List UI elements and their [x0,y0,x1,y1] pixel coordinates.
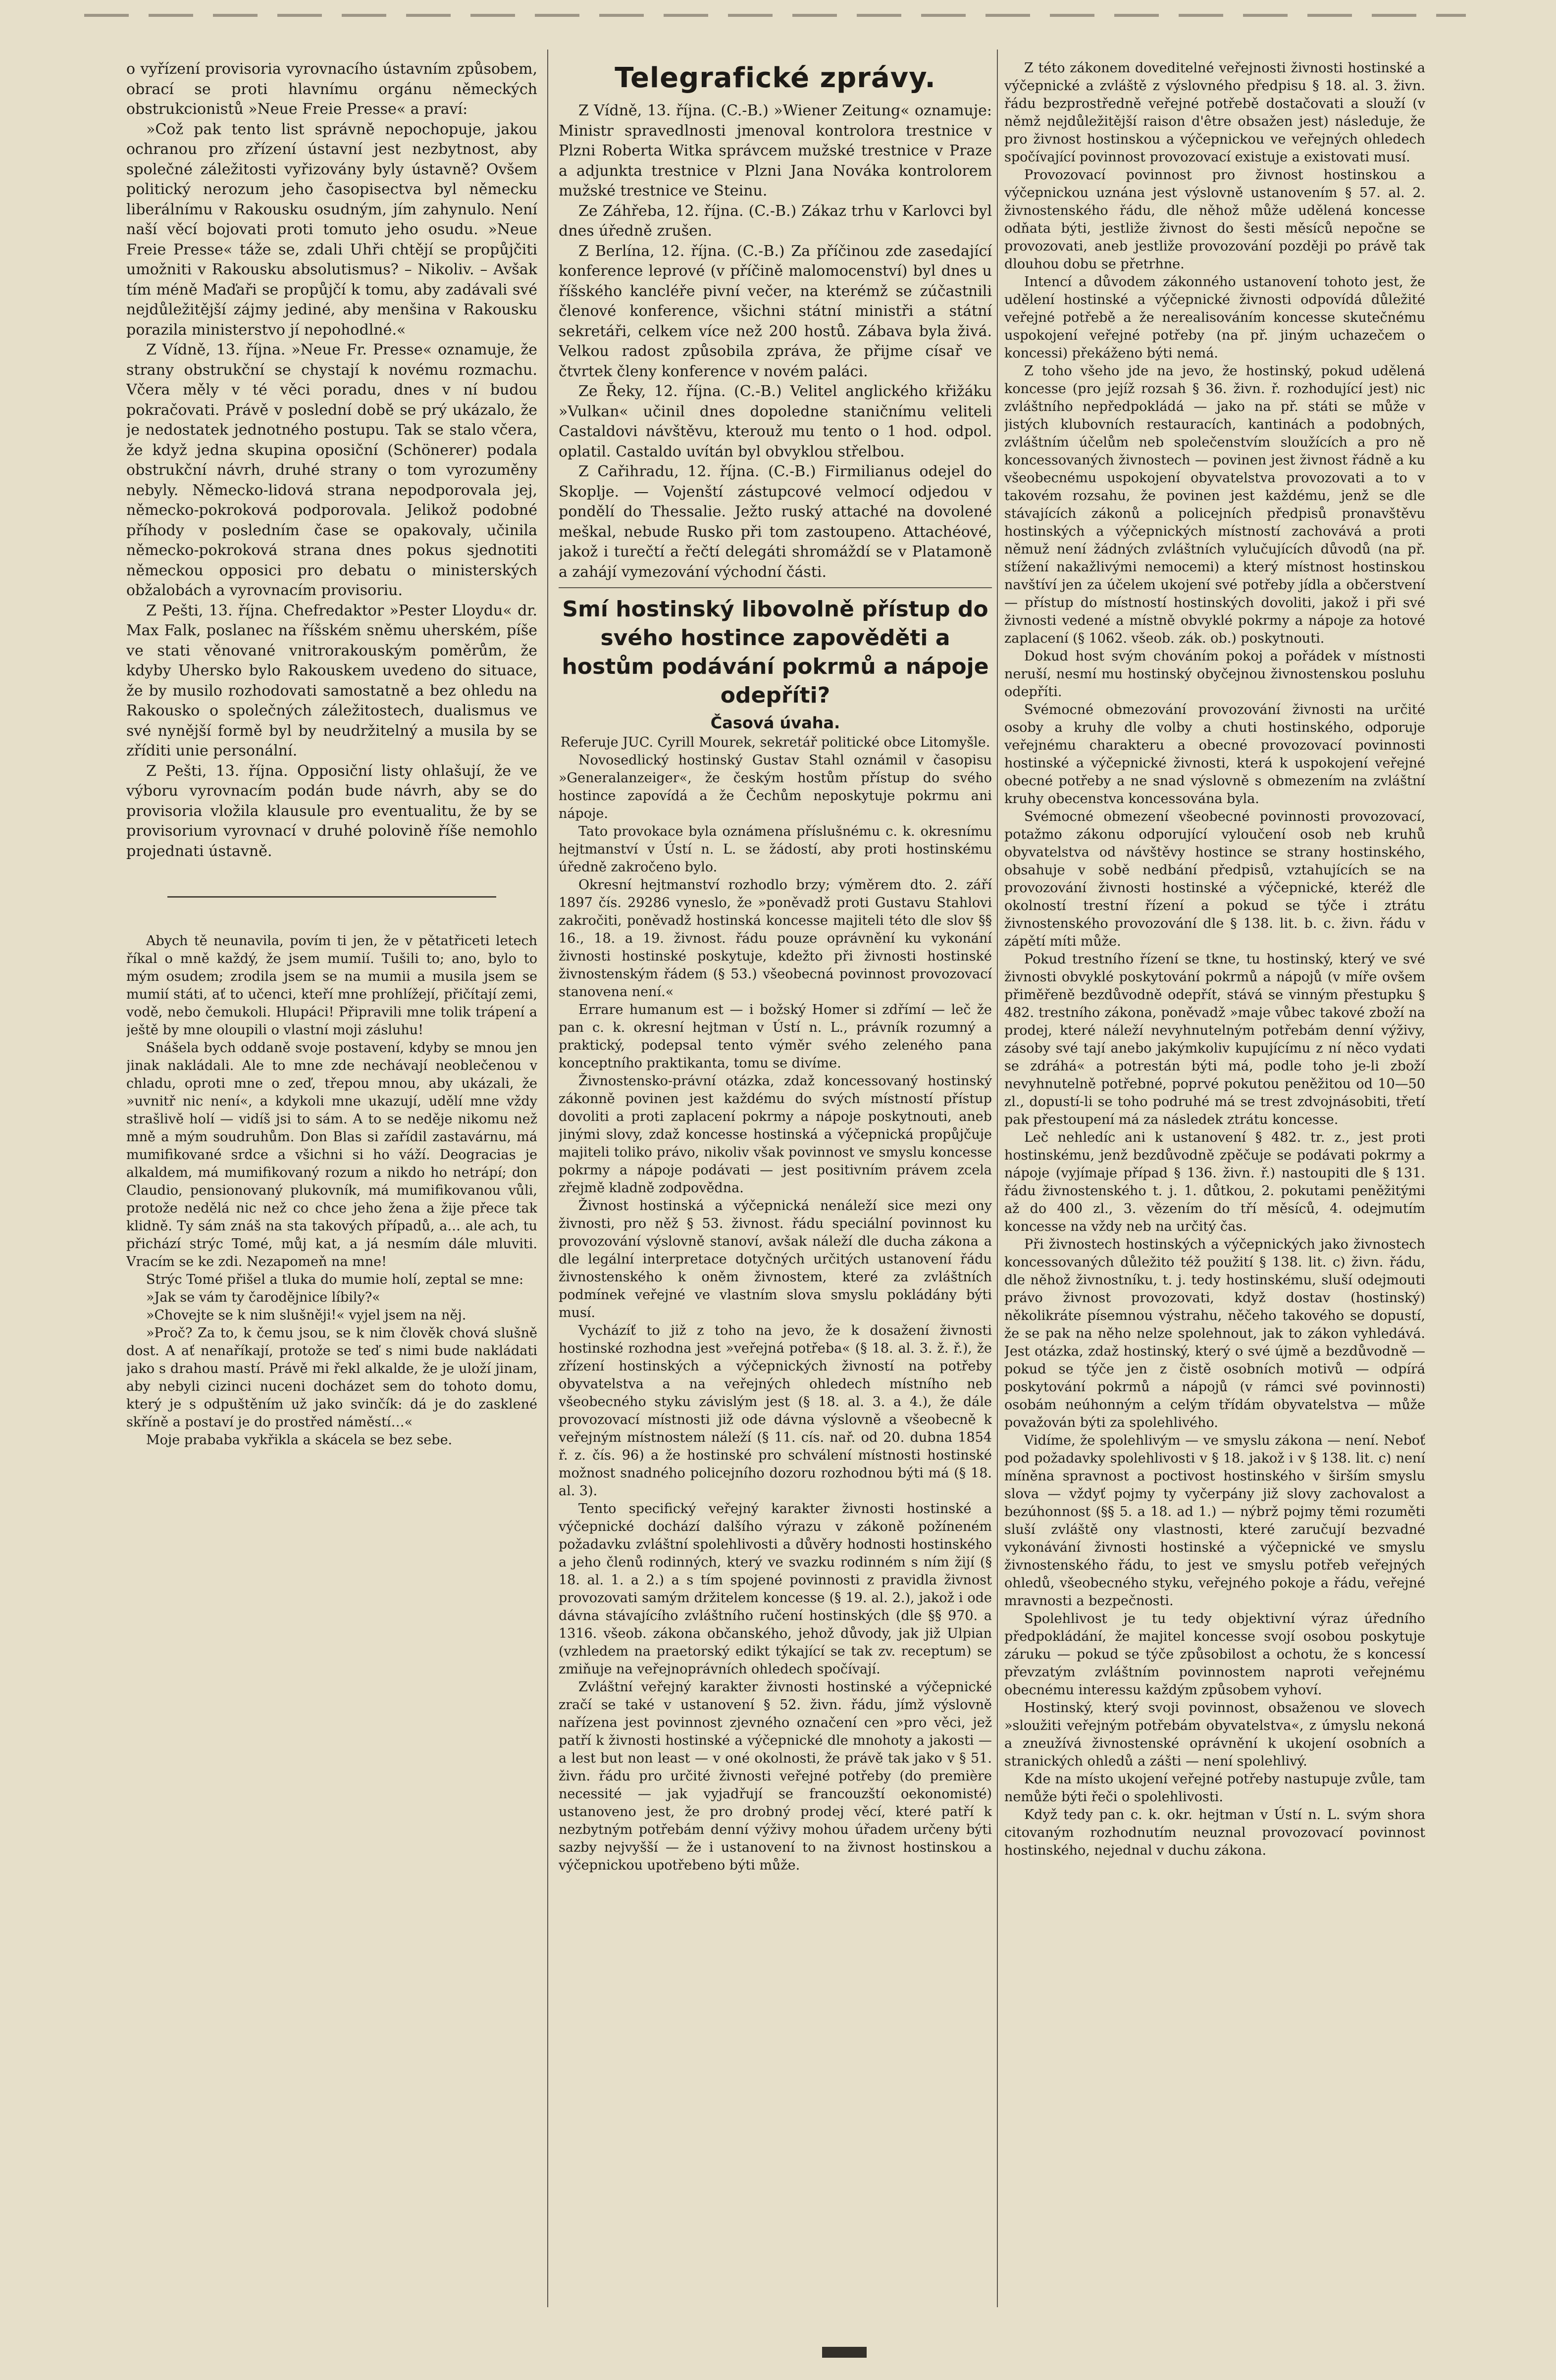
top-border-decoration [84,14,1466,17]
paragraph: Z Pešti, 13. října. Chefredaktor »Pester Lloydu« dr. Max Falk, poslanec na říšském sněmu uherském, píše ve stati věnované vnitrorakouským poměrům, že kdyby Uhersko bylo Rakouskem uvedeno do situace, že by musilo rozhodovati samostatně a bez ohledu na Rakousko o společných záležitostech, dualismus ve své nynější formě byl by neudržitelný a musila by se zříditi unie personální. [126,602,537,760]
paragraph: »Jak se vám ty čarodějnice líbily?« [146,1290,380,1305]
paragraph: Když tedy pan c. k. okr. hejtman v Ústí n. L. svým shora citovaným rozhodnutím neuznal provozovací povinnost hostinského, nejednal v duchu zákona. [1004,1807,1425,1858]
telegram-heading: Telegrafické zprávy. [615,62,936,94]
section-divider [559,587,992,588]
paragraph: Strýc Tomé přišel a tluka do mumie holí, zeptal se mne: [146,1272,524,1287]
paragraph: Snášela bych oddaně svoje postavení, kdyby se mnou jen jinak nakládali. Ale to mne zde nechávají neoblečenou v chladu, oproti mne o zeď, třepou mnou, aby ukázali, že »uvnitř nic není«, a kdykoli mne ukazují, udělí mne vždy strašlivě holí — vidíš jsi to sám. A to se neděje nikomu než mně a mým soudruhům. Don Blas si zařídil zastavárnu, má mumifikované srdce a všichni si ho váží. Deogracias je alkaldem, má mumifikovaný rozum a nikdo ho netrápí; don Claudio, pensionovaný plukovník, má mumifikovanou vůli, protože nedělá nic než co chce jeho žena a žije přece tak klidně. Ty sám znáš na sta takových případů, a… ale ach, tu přichází strýc Tomé, můj kat, a já nesmím dále mluviti. Vracím se ke zdi. Nezapomeň na mne! [126,1040,537,1269]
paragraph: Svémocné obmezování provozování živnosti na určité osoby a kruhy dle volby a chuti hostinského, odporuje veřejnému charakteru a obecné provozovací povinnosti hostinské a výčepnické živnosti, která k uspokojení veřejné obecné potřeby a ne snad výslovně s obmezením na zvláštní kruhy obecenstva koncessována byla. [1004,702,1425,807]
paragraph: Vycházíť to již z toho na jevo, že k dosažení živnosti hostinské rozhodna jest »veřejná potřeba« (§ 18. al. 3. ž. ř.), že zřízení hostinských a výčepnických živností na potřeby obyvatelstva a na veřejných ohledech místního neb všeobecného styku závislým jest (§ 18. al. 3. a 4.), že dále provozovací místnosti již ode dávna výslovně a všeobecně k veřejným místnostem náleží (§ 11. cís. nař. od 20. dubna 1854 ř. z. čís. 96) a že hostinské pro schválení místnosti hostinské možnost snadného policejního dozoru rozhodnou býti má (§ 18. al. 3). [559,1323,992,1499]
paragraph: Hostinský, který svoji povinnost, obsaženou ve slovech »sloužiti veřejným potřebám obyvatelstva«, z úmyslu nekoná a zneužívá živnostenské oprávnění k ukojení osobních a stranických ohledů a zášti — není spolehlivý. [1004,1700,1425,1769]
article-body [559,752,992,1874]
paragraph: Z Vídně, 13. října. »Neue Fr. Presse« oznamuje, že strany obstrukční se chystají k novému rozmachu. Včera měly v té věci poradu, dnes v ní budou pokračovati. Právě v poslední době se prý ukázalo, že je nedostatek jednotného postupu. Tak se stalo včera, že když jedna skupina oposiční (Schönerer) podala obstrukční návrh, druhé strany o tom vyrozuměny nebyly. Německo-lidová strana nepodporovala jej, německo-pokroková podporovala. Jelikož podobné příhody v posledním čase se opakovaly, učinila německo-pokroková strana dnes pokus sjednotiti německou opposici pro debatu o ministerských obžalobách a vyrovnacím provisoriu. [126,341,537,599]
paragraph: Abych tě neunavila, povím ti jen, že v pětatřiceti letech říkal o mně každý, že jsem mumií. Tušili to; ano, bylo to mým osudem; zrodila jsem se na mumii a musila jsem se mumií státi, ať to učenci, kteří mne prohlížejí, přičítají zemi, vodě, nebo čemukoli. Hlupáci! Připravili mne tolik trápení a ještě by mne oloupili o vlastní moji zásluhu! [126,933,537,1038]
column-right [1004,59,1425,1860]
telegrams-section [559,101,992,582]
paragraph: Novosedlický hostinský Gustav Stahl oznámil v časopisu »Generalanzeiger«, že českým hostům přístup do svého hostince zapovídá a že Čechům neposkytuje pokrmu ani nápoje. [559,753,992,821]
paragraph: Ze Řeky, 12. října. (C.-B.) Velitel anglického křižáku »Vulkan« učinil dnes dopoledne staničnímu veliteli Castaldovi návštěvu, kterouž mu tento o 1 hod. odpol. oplatil. Castaldo uvítán byl obvyklou střelbou. [559,383,992,460]
politics-section [126,59,537,861]
paragraph: Vidíme, že spolehlivým — ve smyslu zákona — není. Neboť pod požadavky spolehlivosti v § 18. jakož i v § 138. lit. c) není míněna spravnost a poctivost hostinského v širším smyslu slova — vždyť pojmy ty vyčerpány již slovy zachovalost a bezúhonnost (§§ 5. a 18. ad 1.) — nýbrž pojmy těmi rozuměti sluší zvláště ony vlastnosti, které zaručují bezvadné vykonávání živnosti hostinské a výčepnické ve smyslu živnostenského řádu, to jest ve smyslu potřeb veřejných ohledů, všeobecného styku, veřejného pokoje a řádu, veřejné mravnosti a bezpečnosti. [1004,1433,1425,1609]
paragraph: Okresní hejtmanství rozhodlo brzy; výměrem dto. 2. září 1897 čís. 29286 vyneslo, že »poněvadž proti Gustavu Stahlovi zakročiti, poněvadž hostinská koncesse majiteli této dle slov §§ 16., 18. a 19. živnost. řádu pouze oprávnění ku vykonání živnosti hostinské poskytuje, kdežto při živnosti hostinské živnostenským řádem (§ 53.) všeobecná povinnost provozovací stanovena není.« [559,877,992,1000]
paragraph: »Proč? Za to, k čemu jsou, se k nim člověk chová slušně dost. A ať nenaříkají, protože se teď s nimi bude nakládati jako s drahou mastí. Právě mi řekl alkalde, že je uloží jinam, aby nebyli cizinci nuceni docházet sem do tohoto domu, který je s odpuštěním už jako svinčík: dá je do zasklené skříně a postaví je do prostřed náměstí…« [126,1325,537,1430]
paragraph: Leč nehledíc ani k ustanovení § 482. tr. z., jest proti hostinskému, jenž bezdůvodně zpěčuje se podávati pokrmy a nápoje (vyjímaje případ § 136. živn. ř.) nastoupiti dle § 131. řádu živnostenského t. j. 1. důtkou, 2. pokutami peněžitými až do 400 zl., 3. vězením do tří měsíců, 4. odejmutím koncesse na vždy neb na určitý čas. [1004,1130,1425,1234]
column-middle [559,59,992,1874]
paragraph: o vyřízení provisoria vyrovnacího ústavním způsobem, obrací se proti hlavnímu orgánu německých obstrukcionistů »Neue Freie Presse« a praví: [126,60,537,118]
paragraph: Intencí a důvodem zákonného ustanovení tohoto jest, že udělení hostinské a výčepnické živnosti odpovídá důležité veřejné potřebě a že nerealisováním koncesse skutečnému uspokojení veřejné potřeby (na př. jiným uchazečem o koncessi) překáženo býti nemá. [1004,274,1425,361]
paragraph: Z Cařihradu, 12. října. (C.-B.) Firmilianus odejel do Skoplje. — Vojenští zástupcové velmocí odjedou v pondělí do Thessalie. Ježto ruský attaché na dovolené meškal, nebude Rusko při tom zastoupeno. Attachéové, jakož i turečtí a řečtí delegáti shromáždí se v Platamoně a zahájí vymezování východní části. [559,463,992,581]
paragraph: »Což pak tento list správně nepochopuje, jakou ochranou pro zřízení ústavní jest nezbytnost, aby společné záležitosti vyřizovány byly ústavně? Ovšem politický nerozum jeho časopisectva byl německu liberálnímu v Rakousku osudným, jím zahynulo. Není naší věcí bojovati proti tomuto jeho osudu. »Neue Freie Presse« táže se, zdali Uhři chtějí se propůjčiti umožniti v Rakousku absolutismus? – Nikoliv. – Avšak tím méně Maďaři se propůjčí k tomu, aby zadávali své nejdůležitější zájmy jediné, aby menšina v Rakousku porazila ministerstvo jí nepohodlné.« [126,120,537,339]
bottom-ornament [822,2347,867,2358]
paragraph: Živnostensko-právní otázka, zdaž koncessovaný hostinský zákonně povinen jest každému do svých místností přístup dovoliti a proti zaplacení pokrmy a nápoje poskytnouti, aneb jinými slovy, zdaž koncesse hostinská a výčepnická propůjčuje majiteli toliko právo, nikoliv však povinnost ve smyslu koncesse pokrmy a nápoje podávati — jest positivním právem zcela zřejmě kladně zodpovědna. [559,1073,992,1196]
paragraph: Při živnostech hostinských a výčepnických jako živnostech koncessovaných důležito též použití § 138. lit. c) živn. řádu, dle něhož živnostníku, t. j. tedy hostinskému, sluší odejmouti právo živnost provozovati, když dostav (hostinský) několikráte písemnou výstrahu, něčeho takového se dopustí, že se pak na něho nelze spolehnout, jak to zákon vyhledává. Jest otázka, zdaž hostinský, který o své újmě a bezdůvodně — pokud se týče jen z čistě osobních motivů — odpírá poskytování pokrmů a nápojů (v rámci své povinnosti) osobám neúhonným a celým třídám obyvatelstva — může považován býti za spolehlivého. [1004,1237,1425,1430]
paragraph: Z Berlína, 12. října. (C.-B.) Za příčinou zde zasedající konference leprové (v příčině malomocenství) byl dnes u říšského kancléře pivní večer, na kterémž se zúčastnili členové konference, všichni státní ministři a státní sekretáři, celkem více než 200 hostů. Zábava byla živá. Velkou radost způsobila zpráva, že přijme císař ve čtvrtek členy konference v novém paláci. [559,242,992,380]
paragraph: Z toho všeho jde na jevo, že hostinský, pokud udělená koncesse (pro jejíž rozsah § 36. živn. ř. rozhodující jest) nic zvláštního nepředpokládá — jako na př. státi se může v jistých klubovních restauracích, kantinách a podobných, zvláštním účelům neb společenstvím sloužících a pro ně koncessovaných živnostech — povinen jest živnost řádně a ku všeobecnému uspokojení obyvatelstva provozovati a to v takovém rozsahu, že povinen jest každému, jenž se dle stávajících zákonů a policejních předpisů pronavštěvu hostinských a výčepnických místností zachovává a proti němuž není žádných zvláštních vylučujících důvodů (na př. stížení nakažlivými nemocemi) a který místnost hostinskou navštíví jen za účelem ukojení své potřeby jídla a občerstvení — přístup do místností hostinských dovoliti, jakož i při své živnosti vedené a místně obvyklé pokrmy a nápoje za hotové zaplacení (§ 1062. všeob. zák. ob.) poskytnouti. [1004,363,1425,646]
article-continuation [1004,59,1425,1860]
paragraph: Z Vídně, 13. října. (C.-B.) »Wiener Zeitung« oznamuje: Ministr spravedlnosti jmenoval kontrolora trestnice v Plzni Roberta Witka správcem mužské trestnice v Praze a adjunkta trestnice v Plzni Jana Nováka kontrolorem mužské trestnice ve Steinu. [559,102,992,200]
paragraph: Živnost hostinská a výčepnická nenáleží sice mezi ony živnosti, pro něž § 53. živnost. řádu speciální povinnost ku provozování výslovně stanoví, avšak náleží dle ducha zákona a dle legální interpretace dotyčných určitých ustanovení řádu živnostenského k oněm živnostem, které za zvláštních podmínek veřejné ve vlastním slova smyslu pokládány býti musí. [559,1198,992,1320]
paragraph: Svémocné obmezení všeobecné povinnosti provozovací, potažmo zákonu odporující vyloučení osob neb kruhů obyvatelstva od návštěvy hostince se strany hostinského, obsahuje v sobě nedbání předpisů, vztahujících se na provozování živnosti hostinské a výčepnické, kteréž dle okolností trestní řízení a pokud se týče i ztrátu živnostenského provozování dle § 138. lit. b. c. živn. řádu v zápětí míti může. [1004,809,1425,949]
paragraph: Ze Záhřeba, 12. října. (C.-B.) Zákaz trhu v Karlovci byl dnes úředně zrušen. [559,202,992,240]
article-byline: Referuje JUC. Cyrill Mourek, sekretář politické obce Litomyšle. [560,735,990,750]
paragraph: Moje prababa vykřikla a skácela se bez sebe. [146,1432,453,1448]
paragraph: Tento specifický veřejný karakter živnosti hostinské a výčepnické dochází dalšího výrazu v zákoně požíneném požadavku zvláštní spolehlivosti a důvěry hodnosti hostinského a jeho členů rodinných, který ve svazku rodinném s ním žijí (§ 18. al. 1. a 2.) a s tím spojené povinnosti z pravidla živnost provozovati samým držitelem koncesse (§ 19. al. 2.), jakož i ode dávna stávajícího zvláštního ručení hostinských (dle §§ 970. a 1316. všeob. zákona občanského, jehož důvody, jak již Ulpian (vzhledem na praetorský edikt týkající se tak zv. receptum) se zmiňuje na veřejnoprávních ohledech spočívají. [559,1501,992,1677]
paragraph: Pokud trestního řízení se tkne, tu hostinský, který ve své živnosti obvyklé poskytování pokrmů a nápojů (v míře ovšem přiměřeně bezdůvodně odepřít, stává se vinným přestupku § 482. trestního zákona, poněvadž »maje vůbec takové zboží na prodej, které náleží nevyhnutelným potřebám denní výživy, zásoby své tají anebo jakýmkoliv kupujícímu z ní něco vydati se zdráhá« a potrestán býti má, podle toho je-li zboží nevyhnutelně potřebné, poprvé pokutou peněžitou od 10—50 zl., dopustí-li se toho podruhé má se trest zdvojnásobiti, třetí pak přestoupení má za následek ztrátu koncesse. [1004,952,1425,1127]
paragraph: Kde na místo ukojení veřejné potřeby nastupuje zvůle, tam nemůže býti řeči o spolehlivosti. [1004,1772,1425,1805]
paragraph: Z Pešti, 13. října. Opposiční listy ohlašují, že ve výboru vyrovnacím podán bude návrh, aby se do provisoria vložila klausule pro eventualitu, že by se provisorium vyrovnací v druhé polovině říše nemohlo projednati ústavně. [126,762,537,860]
feuilleton-story [126,932,537,1449]
paragraph: Errare humanum est — i božský Homer si zdřímí — leč že pan c. k. okresní hejtman v Ústí n. L., právník rozumný a praktický, podepsal tento výměr svého zeleného pana konceptního praktikanta, tomu se divíme. [559,1002,992,1071]
paragraph: Provozovací povinnost pro živnost hostinskou a výčepnickou uznána jest výslovně ustanovením § 57. al. 2. živnostenského řádu, dle něhož může udělená koncesse odňata býti, jestliže živnost do šesti měsíců nepočne se provozovati, aneb jestliže provozování později po právě tak dlouhou dobu se přetrhne. [1004,167,1425,272]
paragraph: Tato provokace byla oznámena příslušnému c. k. okresnímu hejtmanství v Ústí n. L. se žádostí, aby proti hostinskému úředně zakročeno bylo. [559,824,992,875]
paragraph: Dokud host svým chováním pokoj a pořádek v místnosti neruší, nesmí mu hostinský obyčejnou živnostenskou posluhu odepříti. [1004,649,1425,700]
column-rule [997,50,998,2307]
paragraph: Zvláštní veřejný karakter živnosti hostinské a výčepnické zračí se také v ustanovení § 52. živn. řádu, jímž výslovně nařízena jest povinnost zjevného označení cen »pro věci, jež patří k živnosti hostinské a výčepnické dle mnohoty a jakosti — a lest but non least — v oné okolnosti, že právě tak jako v § 51. živn. řádu pro určité živnosti veřejné potřeby (do première necessité — jak vyjadřují se francouzští oekonomisté) ustanoveno jest, že pro drobný prodej věcí, které patří k nezbytným potřebám denní výživy mohou úřadem určeny býti sazby nejvyšší — že i ustanovení to na živnost hostinskou a výčepnickou upotřebeno býti může. [559,1679,992,1873]
column-left [126,59,537,1449]
column-rule [547,50,548,2307]
article-title: Smí hostinský libovolně přístup do svého hostince zapověděti a hostům podávání pokrmů a nápoje odepříti? [562,597,989,708]
article-subtitle: Časová úvaha. [710,713,840,732]
paragraph: »Chovejte se k nim slušněji!« vyjel jsem na něj. [146,1308,467,1323]
paragraph: Z této zákonem doveditelné veřejnosti živnosti hostinské a výčepnické a zvláště z výslovného předpisu § 18. al. 3. živn. řádu bezprostředně veřejné potřebě dostačovati a slouží (v němž nejdůležitější raison d'être obsažen jest) následuje, že pro živnost hostinskou a výčepnickou ve veřejných ohledech spočívající povinnost provozovací existuje a existovati musí. [1004,60,1425,165]
section-divider [167,896,496,898]
paragraph: Spolehlivost je tu tedy objektivní výraz úředního předpokládání, že majitel koncesse svojí osobou poskytuje záruku — pokud se týče způsobilost a ochotu, že s koncessí převzatým zvláštním povinnostem naproti veřejnému obecnému interessu každým způsobem vyhoví. [1004,1611,1425,1698]
